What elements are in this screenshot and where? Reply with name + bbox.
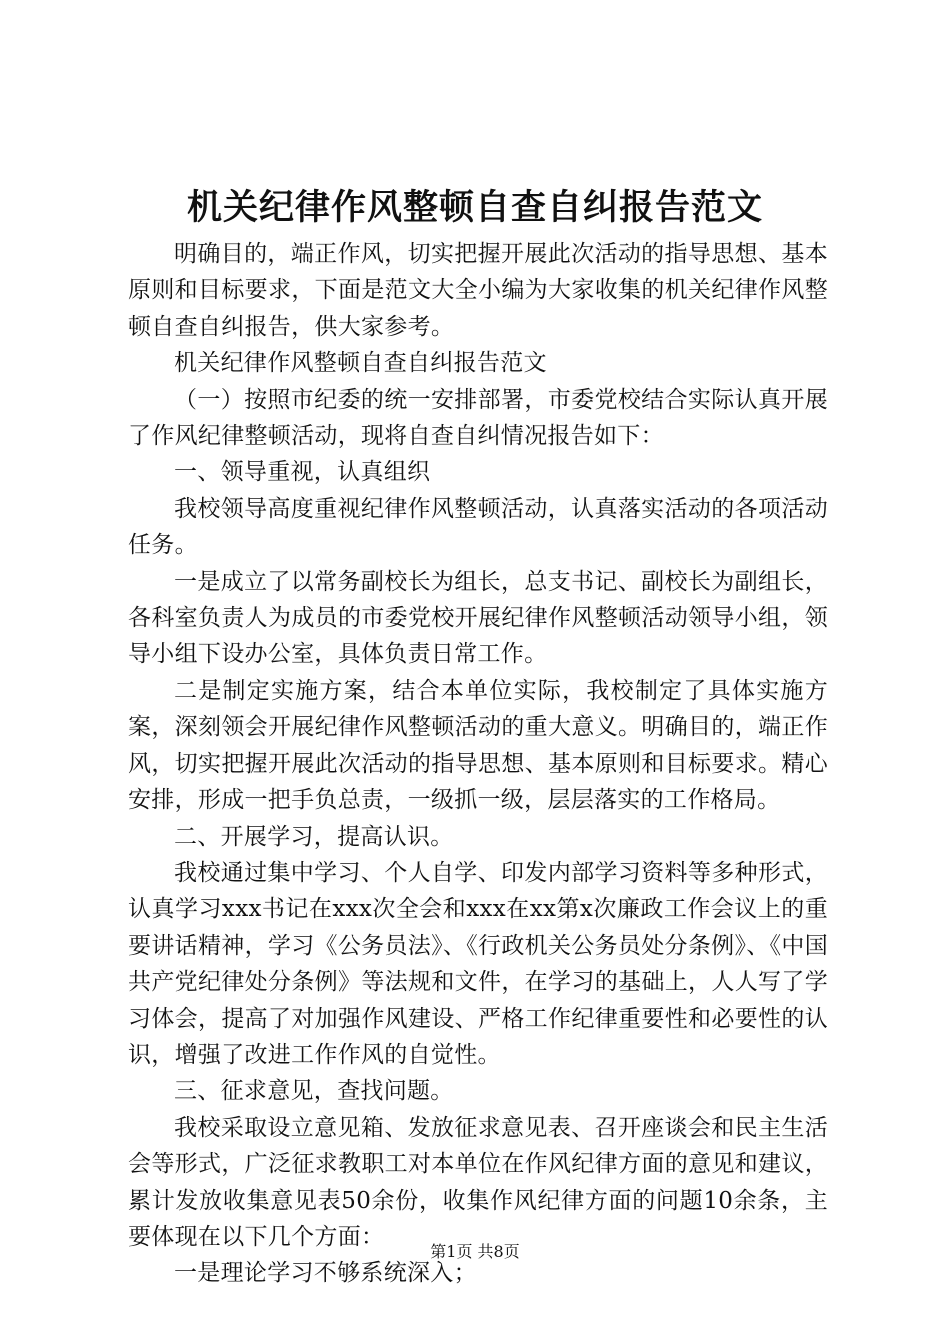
heading-leadership: 一、领导重视，认真组织 bbox=[174, 459, 431, 486]
heading-feedback: 三、征求意见，查找问题。 bbox=[174, 1078, 454, 1105]
paragraph-subtitle: 机关纪律作风整顿自查自纠报告范文 bbox=[174, 350, 547, 377]
page-number: 第1页 共8页 bbox=[430, 1242, 520, 1261]
document-body bbox=[128, 236, 828, 1292]
paragraph-implementation-plan: 二是制定实施方案，结合本单位实际，我校制定了具体实施方案，深刻领会开展纪律作风整顿活动的重大意义。明确目的，端正作风，切实把握开展此次活动的指导思想、基本原则和目标要求。精心安排，形成一把手负总责，一级抓一级，层层落实的工作格局。 bbox=[128, 677, 828, 814]
page-title: 机关纪律作风整顿自查自纠报告范文 bbox=[186, 187, 763, 228]
paragraph-intro: 明确目的，端正作风，切实把握开展此次活动的指导思想、基本原则和目标要求，下面是范文大全小编为大家收集的机关纪律作风整顿自查自纠报告，供大家参考。 bbox=[128, 241, 828, 340]
paragraph-leading-group: 一是成立了以常务副校长为组长，总支书记、副校长为副组长，各科室负责人为成员的市委党校开展纪律作风整顿活动领导小组，领导小组下设办公室，具体负责日常工作。 bbox=[128, 568, 828, 668]
paragraph-feedback: 我校采取设立意见箱、发放征求意见表、召开座谈会和民主生活会等形式，广泛征求教职工对本单位在作风纪律方面的意见和建议，累计发放收集意见表50余份，收集作风纪律方面的问题10余条，主要体现在以下几个方面： bbox=[128, 1114, 828, 1250]
page-footer bbox=[0, 1240, 950, 1264]
paragraph-section-one-intro: （一）按照市纪委的统一安排部署，市委党校结合实际认真开展了作风纪律整顿活动，现将自查自纠情况报告如下： bbox=[128, 386, 828, 450]
paragraph-study: 我校通过集中学习、个人自学、印发内部学习资料等多种形式，认真学习xxx书记在xxx次全会和xxx在xx第x次廉政工作会议上的重要讲话精神，学习《公务员法》、《行政机关公务员处分条例》、《中国共产党纪律处分条例》等法规和文件，在学习的基础上，人人写了学习体会，提高了对加强作风建设、严格工作纪律重要性和必要性的认识，增强了改进工作作风的自觉性。 bbox=[128, 859, 828, 1068]
paragraph-issue-one: 一是理论学习不够系统深入； bbox=[174, 1260, 477, 1287]
paragraph-leadership: 我校领导高度重视纪律作风整顿活动，认真落实活动的各项活动任务。 bbox=[128, 495, 828, 559]
heading-study: 二、开展学习，提高认识。 bbox=[174, 823, 454, 850]
